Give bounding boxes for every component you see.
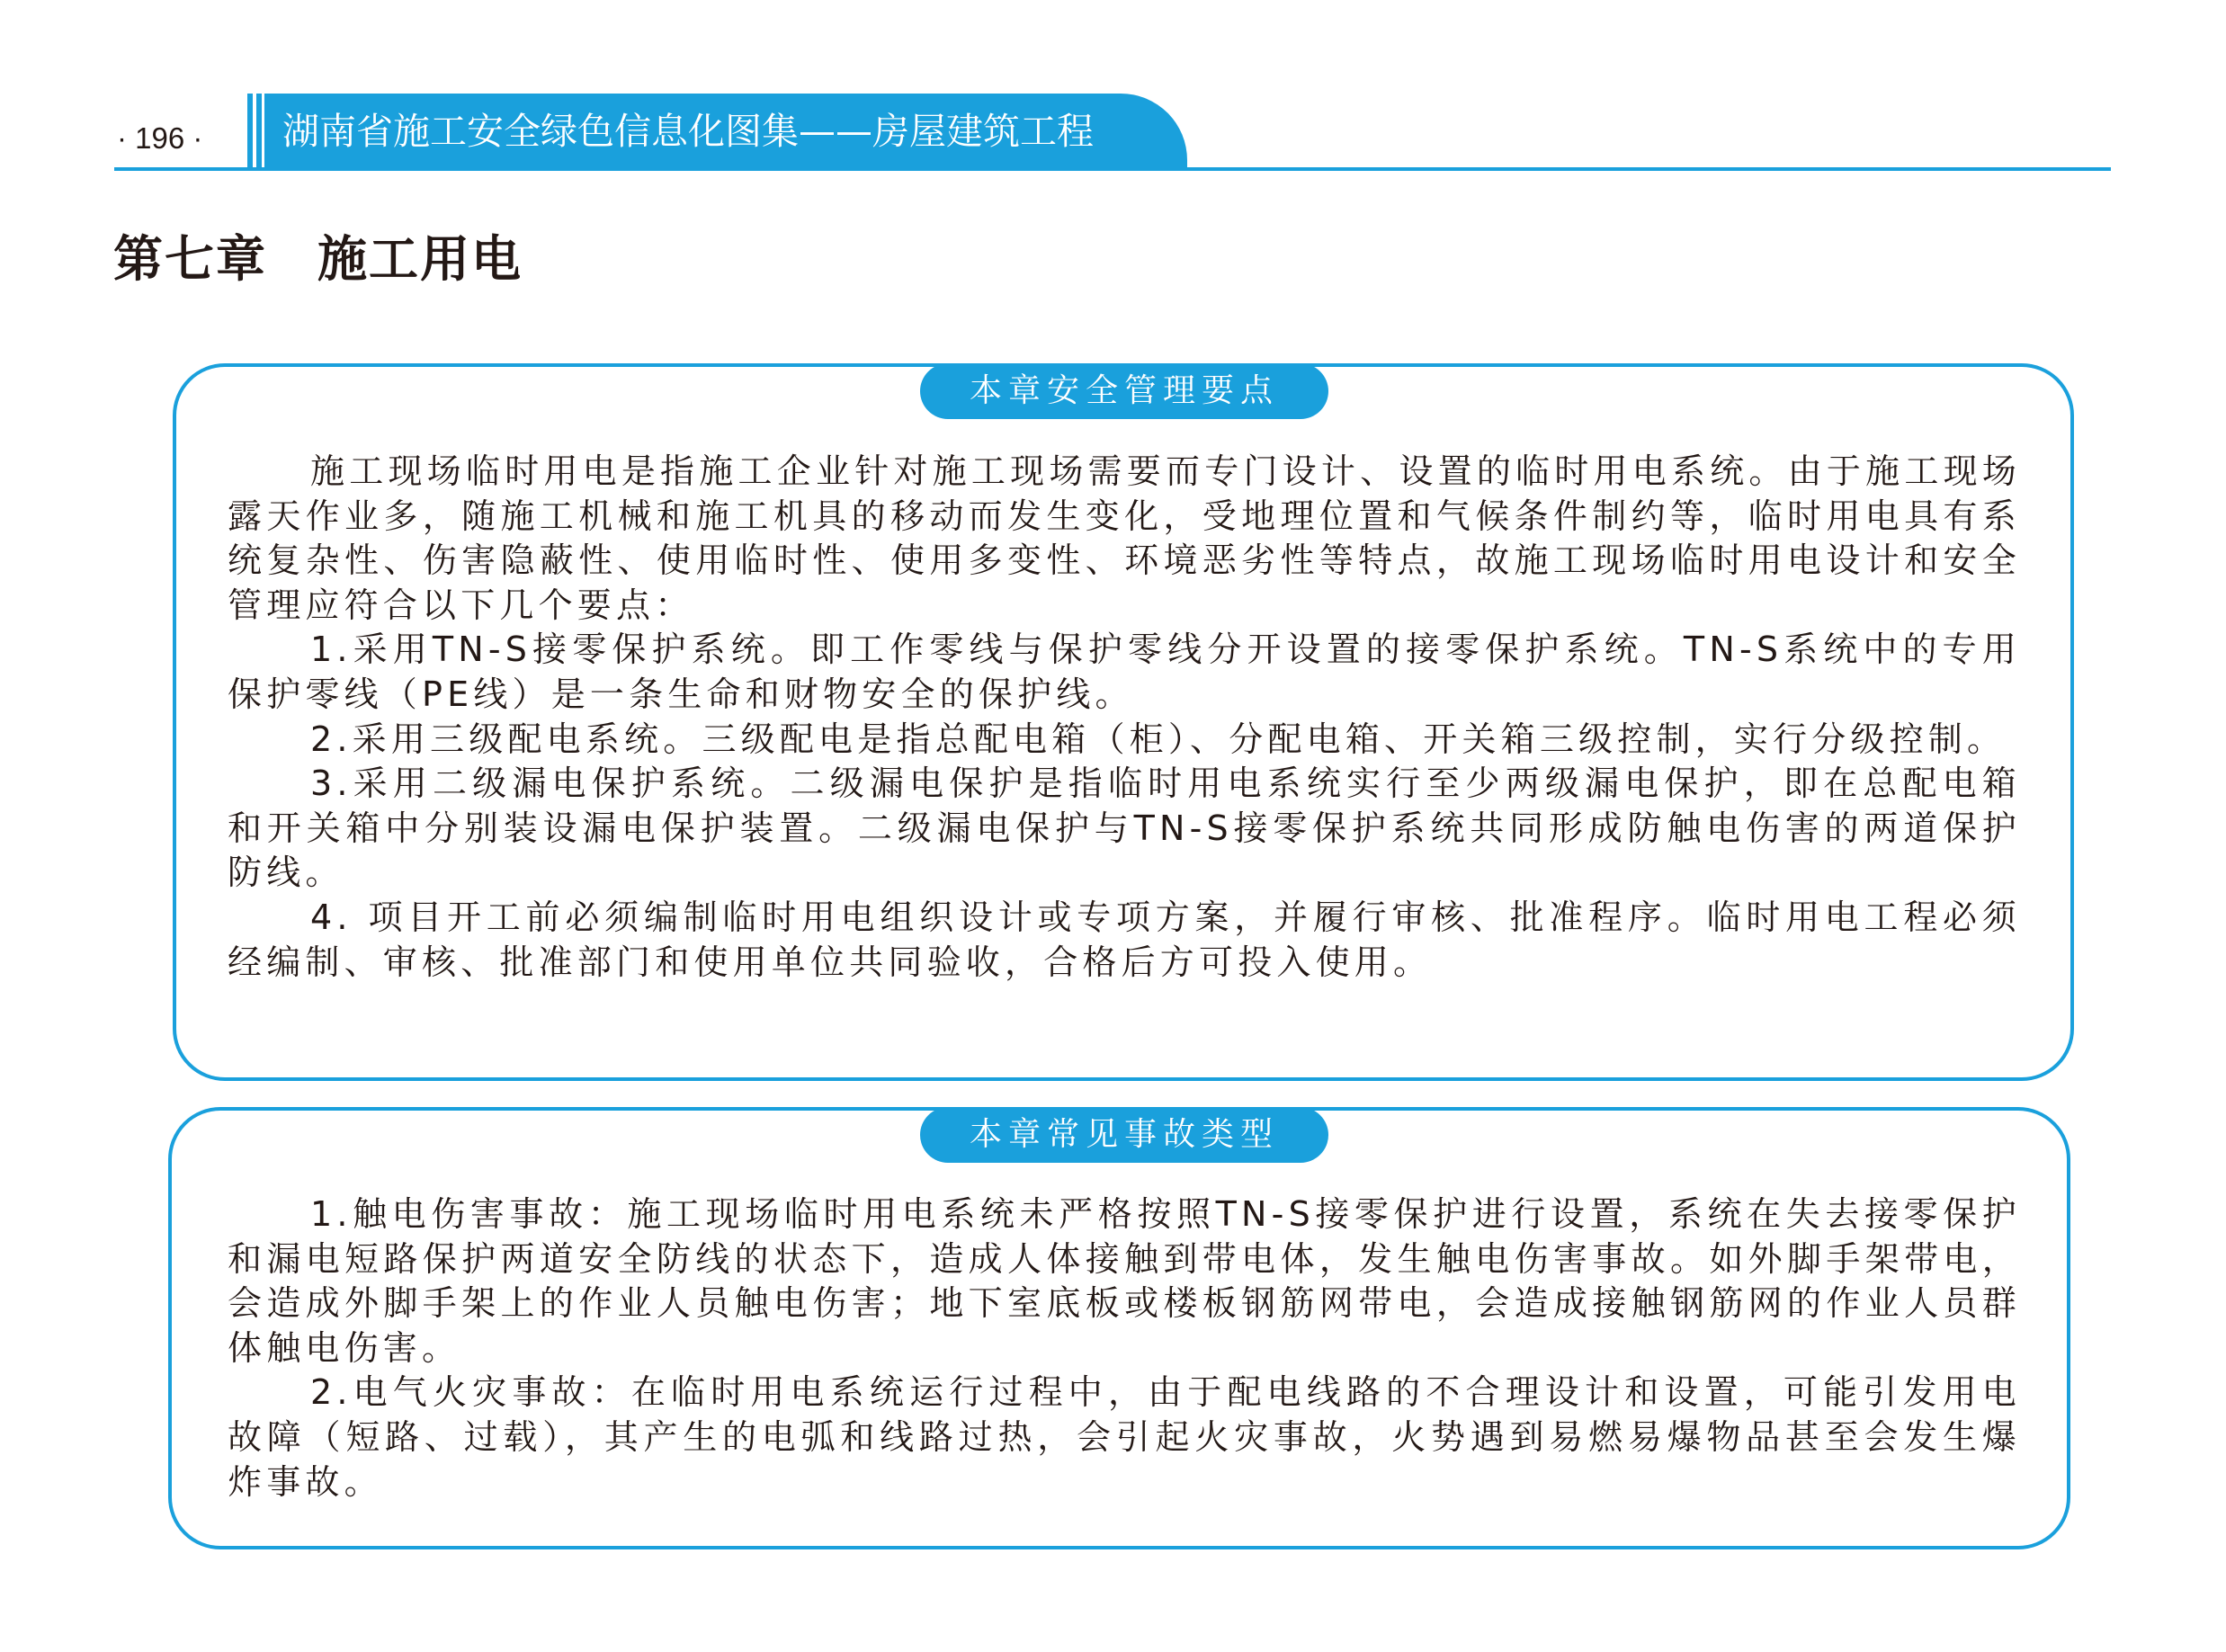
safety-points-body (228, 450, 2021, 985)
accident-paragraph: 1.触电伤害事故：施工现场临时用电系统未严格按照TN-S接零保护进行设置，系统在失去接零保护和漏电短路保护两道安全防线的状态下，造成人体接触到带电体，发生触电伤害事故。如外脚手架带电，会造成外脚手架上的作业人员触电伤害；地下室底板或楼板钢筋网带电，会造成接触钢筋网的作业人员群体触电伤害。 (228, 1194, 2021, 1368)
safety-paragraph: 2.采用三级配电系统。三级配电是指总配电箱（柜）、分配电箱、开关箱三级控制，实行分级控制。 (310, 719, 2007, 759)
accident-types-body (228, 1192, 2021, 1505)
book-title: 湖南省施工安全绿色信息化图集——房屋建筑工程 (282, 110, 1094, 153)
header-divider-bar (256, 94, 262, 169)
safety-paragraph: 4. 项目开工前必须编制临时用电组织设计或专项方案，并履行审核、批准程序。临时用电工程必须经编制、审核、批准部门和使用单位共同验收，合格后方可投入使用。 (228, 897, 2021, 982)
page-number: · 196 · (117, 121, 203, 155)
safety-paragraph: 施工现场临时用电是指施工企业针对施工现场需要而专门设计、设置的临时用电系统。由于施工现场露天作业多，随施工机械和施工机具的移动而发生变化，受地理位置和气候条件制约等，临时用电具有系统复杂性、伤害隐蔽性、使用临时性、使用多变性、环境恶劣性等特点，故施工现场临时用电设计和安全管理应符合以下几个要点： (228, 451, 2021, 625)
header-rule (114, 167, 2111, 171)
running-header-tab (264, 94, 1187, 169)
safety-paragraph: 1.采用TN-S接零保护系统。即工作零线与保护零线分开设置的接零保护系统。TN-S系统中的专用保护零线（PE线）是一条生命和财物安全的保护线。 (228, 630, 2021, 714)
header-divider-bar (247, 94, 253, 169)
accident-types-heading: 本章常见事故类型 (920, 1107, 1328, 1163)
safety-points-heading: 本章安全管理要点 (920, 363, 1328, 419)
safety-paragraph: 3.采用二级漏电保护系统。二级漏电保护是指临时用电系统实行至少两级漏电保护，即在总配电箱和开关箱中分别装设漏电保护装置。二级漏电保护与TN-S接零保护系统共同形成防触电伤害的两道保护防线。 (228, 763, 2021, 893)
chapter-name: 施工用电 (317, 230, 523, 288)
accident-paragraph: 2.电气火灾事故：在临时用电系统运行过程中，由于配电线路的不合理设计和设置，可能引发用电故障（短路、过载），其产生的电弧和线路过热，会引起火灾事故，火势遇到易燃易爆物品甚至会发生爆炸事故。 (228, 1372, 2021, 1502)
chapter-title (113, 229, 523, 289)
chapter-number: 第七章 (113, 230, 268, 288)
